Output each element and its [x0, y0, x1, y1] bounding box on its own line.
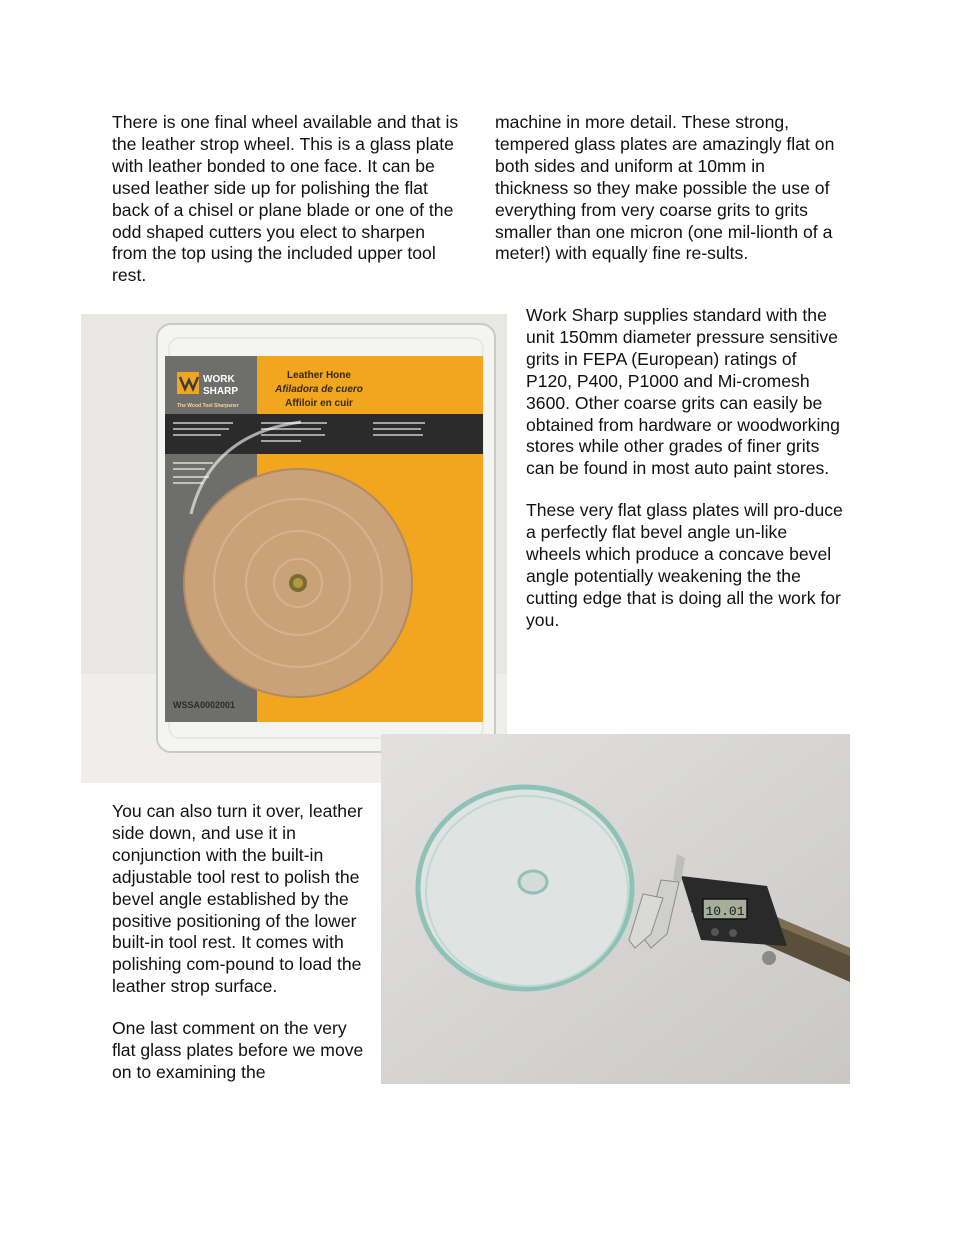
brand-line1: WORK [203, 374, 235, 385]
package-title-es: Afiladora de cuero [275, 384, 363, 395]
paragraph-leather-strop: There is one final wheel available and that is the leather strop wheel. This is a glass plate with leather bonded to one face. It can be used leather side up for polishing the flat back of a chisel or plane blade or one of the odd shaped cutters you elect to sharpen from the top using the included upper tool rest. [112, 112, 459, 286]
package-sku: WSSA0002001 [173, 700, 236, 710]
paragraph-grits: Work Sharp supplies standard with the unit 150mm diameter pressure sensitive grits in FEPA (European) ratings of P120, P400, P1000 and Mi-cromesh 3600. Other coarse grits can easily be obtained from hardware or woodworking stores while other grades of finer grits can be found in most auto paint stores. [526, 305, 840, 479]
glass-plate-caliper-photo [381, 734, 850, 1084]
right-column-middle [526, 305, 844, 652]
leather-hone-package-photo [81, 314, 507, 783]
brand-line2: SHARP [203, 386, 239, 397]
paragraph-turn-over: You can also turn it over, leather side down, and use it in conjunction with the built-in adjustable tool rest to polish the bevel angle established by the positive positioning of the lower built-in tool rest. It comes with polishing com-pound to load the leather strop surface. [112, 801, 363, 997]
paragraph-last-comment: One last comment on the very flat glass plates before we move on to examining the [112, 1018, 364, 1082]
brand-tagline: The Wood Tool Sharpener [177, 403, 239, 409]
right-column-top [495, 112, 835, 285]
paragraph-glass-plates: machine in more detail. These strong, tempered glass plates are amazingly flat on both sides and uniform at 10mm in thickness so they make possible the use of everything from very coarse grits to grits smaller than one micron (one mil-lionth of a meter!) with equally fine re-sults. [495, 112, 835, 264]
caliper-reading: 10.01 [705, 904, 745, 919]
package-title-en: Leather Hone [287, 370, 351, 381]
left-column-bottom [112, 801, 374, 1104]
left-column-top [112, 112, 464, 307]
package-title-fr: Affiloir en cuir [285, 398, 353, 409]
paragraph-flat-bevel: These very flat glass plates will pro-duce a perfectly flat bevel angle un-like wheels which produce a concave bevel angle potentially weakening the the cutting edge that is doing all the work for you. [526, 500, 843, 630]
